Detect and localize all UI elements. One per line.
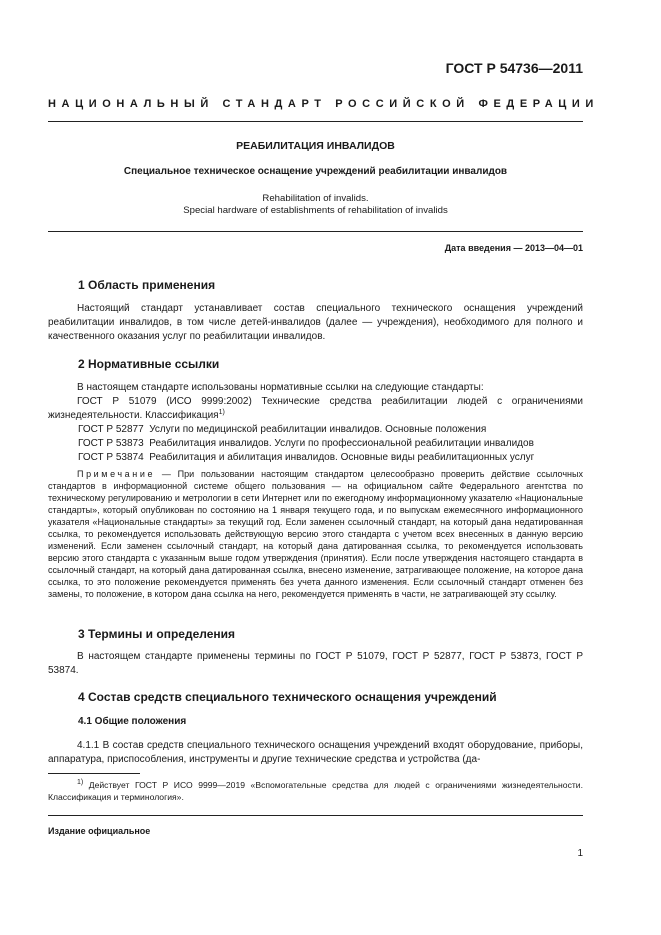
introduction-date: Дата введения — 2013—04—01	[444, 243, 583, 253]
note-block	[48, 468, 583, 600]
note-text: — При пользовании настоящим стандартом целесообразно проверить действие ссылочных стандартов в информационной системе общего пользования — на официальном сайте Федерального агентства по техническому регулированию и метрологии в сети Интернет или по ежегодному информационному указателю «Национальные стандарты», который опубликован по состоянию на 1 января текущего года, и по выпускам ежемесячного информационного указателя «Национальные стандарты» за текущий год. Если заменен ссылочный стандарт, на который дана недатированная ссылка, то рекомендуется использовать действующую версию этого стандарта с учетом всех внесенных в данную версию изменений. Если заменен ссылочный стандарт, на который дана датированная ссылка, то рекомендуется использовать версию этого стандарта с указанным выше годом утверждения (принятия). Если после утверждения настоящего стандарта в ссылочный стандарт, на который дана датированная ссылка, внесено изменение, затрагивающее положение, на которое дана ссылка, то это положение рекомендуется применять без учета данного изменения. Если ссылочный стандарт отменен без замены, то положение, в котором дана ссылка на него, рекомендуется применять в части, не затрагивающей эту ссылку.	[48, 469, 583, 599]
english-title	[48, 193, 583, 217]
reference-item	[48, 395, 583, 423]
english-title-line-2: Special hardware of establishments of rehabilitation of invalids	[183, 205, 448, 216]
footnote-text: Действует ГОСТ Р ИСО 9999—2019 «Вспомогательные средства для людей с ограничениями жизнедеятельности. Классификация и терминология».	[48, 780, 583, 802]
reference-code: ГОСТ Р 52877	[78, 424, 144, 435]
reference-text: Реабилитация инвалидов. Услуги по профессиональной реабилитации инвалидов	[149, 438, 534, 449]
reference-item	[78, 437, 534, 451]
section-1-paragraph: Настоящий стандарт устанавливает состав специального технического оснащения учреждений реабилитации инвалидов, в том числе детей-инвалидов (далее — учреждения), необходимого для полного и качественного оказания услуг по реабилитации инвалидов.	[48, 303, 583, 342]
reference-text: Технические средства реабилитации людей с ограничениями жизнедеятельности. Классификация	[48, 396, 583, 421]
footnote-number: 1)	[77, 779, 84, 786]
section-2-intro: В настоящем стандарте использованы нормативные ссылки на следующие стандарты:	[77, 382, 484, 393]
page-number: 1	[577, 848, 583, 859]
reference-item	[78, 451, 534, 465]
edition-rule	[48, 815, 583, 816]
top-rule	[48, 121, 583, 122]
english-title-line-1: Rehabilitation of invalids.	[262, 193, 369, 204]
document-title: РЕАБИЛИТАЦИЯ ИНВАЛИДОВ	[236, 140, 395, 152]
footnote-rule	[48, 773, 140, 774]
reference-code: ГОСТ Р 53874	[78, 452, 144, 463]
title-rule	[48, 231, 583, 232]
section-3-paragraph: В настоящем стандарте применены термины по ГОСТ Р 51079, ГОСТ Р 52877, ГОСТ Р 53873, ГОСТ Р 53874.	[48, 651, 583, 676]
subsection-4-1-heading: 4.1 Общие положения	[78, 716, 187, 727]
section-4-heading: 4 Состав средств специального технического оснащения учреждений	[78, 690, 497, 704]
footnote-marker: 1)	[218, 409, 225, 416]
section-4-paragraph: 4.1.1 В состав средств специального технического оснащения учреждений входят оборудование, приборы, аппаратура, приспособления, инструменты и другие технические средства и устройства (да-	[48, 740, 583, 765]
reference-code: ГОСТ Р 51079 (ИСО 9999:2002)	[77, 396, 252, 407]
note-label: Примечание	[77, 469, 156, 479]
reference-item	[78, 423, 486, 437]
edition-label: Издание официальное	[48, 826, 151, 836]
document-subtitle: Специальное техническое оснащение учреждений реабилитации инвалидов	[123, 166, 508, 177]
national-standard-heading: НАЦИОНАЛЬНЫЙ СТАНДАРТ РОССИЙСКОЙ ФЕДЕРАЦИИ	[48, 98, 599, 110]
document-code: ГОСТ Р 54736—2011	[445, 60, 583, 76]
section-1-heading: 1 Область применения	[78, 278, 216, 292]
reference-text: Услуги по медицинской реабилитации инвалидов. Основные положения	[149, 424, 487, 435]
footnote	[48, 779, 583, 803]
reference-text: Реабилитация и абилитация инвалидов. Основные виды реабилитационных услуг	[149, 452, 535, 463]
section-2-heading: 2 Нормативные ссылки	[78, 357, 220, 371]
section-3-heading: 3 Термины и определения	[78, 627, 236, 641]
reference-code: ГОСТ Р 53873	[78, 438, 144, 449]
